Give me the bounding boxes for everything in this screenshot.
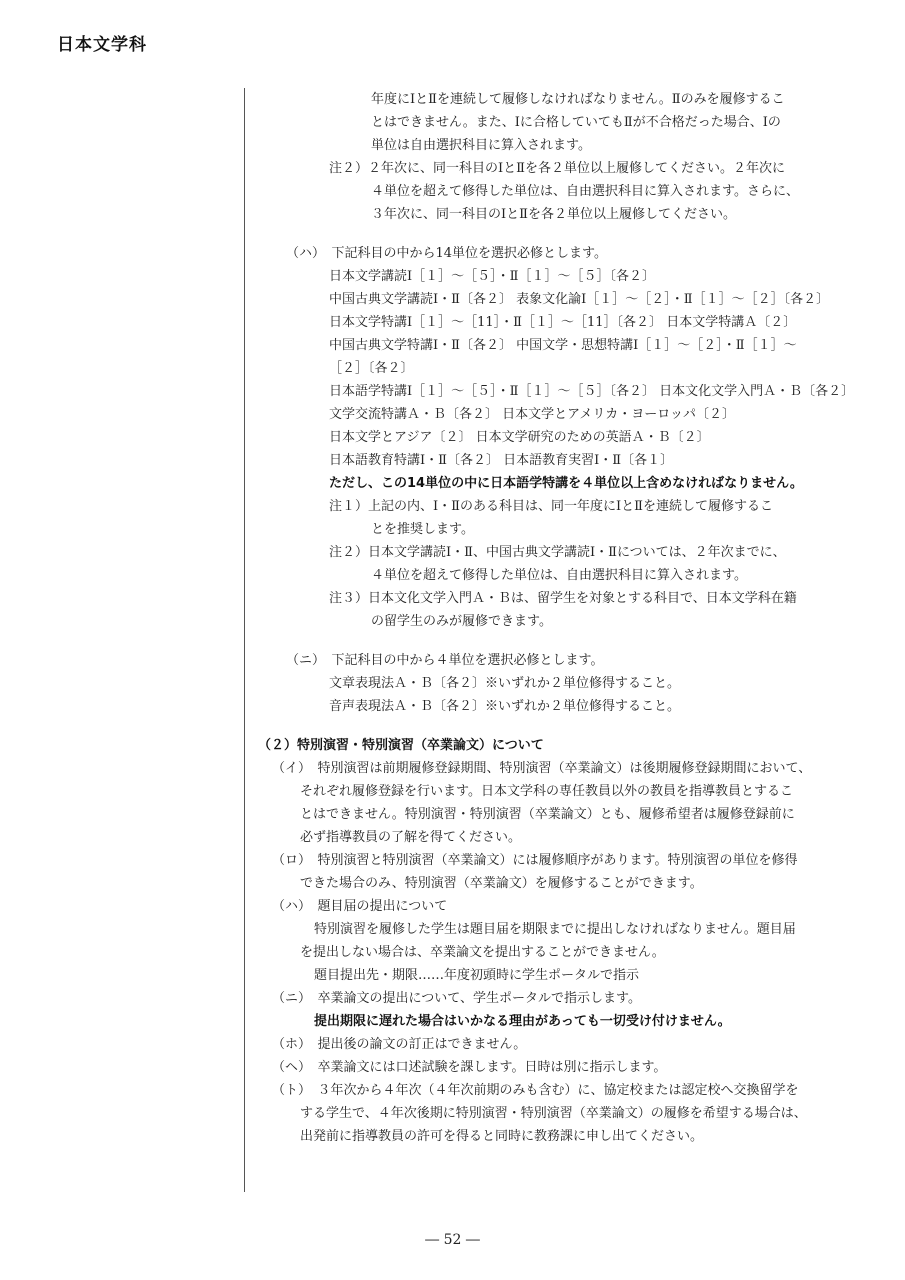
text-line: （ニ） 卒業論文の提出について、学生ポータルで指示します。 bbox=[272, 991, 641, 1006]
text-line: 注２）２年次に、同一科目のⅠとⅡを各２単位以上履修してください。２年次に bbox=[329, 161, 785, 176]
text-line: （ハ） 下記科目の中から14単位を選択必修とします。 bbox=[286, 246, 608, 261]
text-line: とを推奨します。 bbox=[371, 522, 474, 537]
text-line: 中国古典文学講読Ⅰ・Ⅱ〔各２〕 表象文化論Ⅰ［１］〜［２］・Ⅱ［１］〜［２］〔各２〕 bbox=[329, 292, 830, 307]
text-line: 出発前に指導教員の許可を得ると同時に教務課に申し出てください。 bbox=[300, 1129, 704, 1144]
text-line: 単位は自由選択科目に算入されます。 bbox=[371, 138, 591, 153]
text-line: ただし、この14単位の中に日本語学特講を４単位以上含めなければなりません。 bbox=[329, 476, 803, 491]
text-line: （ホ） 提出後の論文の訂正はできません。 bbox=[272, 1037, 527, 1052]
text-line: 注２）日本文学講読Ⅰ・Ⅱ、中国古典文学講読Ⅰ・Ⅱについては、２年次までに、 bbox=[329, 545, 786, 560]
text-line: の留学生のみが履修できます。 bbox=[371, 614, 552, 629]
text-line: （ニ） 下記科目の中から４単位を選択必修とします。 bbox=[286, 653, 604, 668]
text-line: （ト） ３年次から４年次（４年次前期のみも含む）に、協定校または認定校へ交換留学を bbox=[272, 1083, 799, 1098]
margin-rule bbox=[244, 88, 245, 1192]
text-line: ［２］〔各２〕 bbox=[329, 361, 414, 376]
text-line: 日本文学講読Ⅰ［１］〜［５］・Ⅱ［１］〜［５］〔各２〕 bbox=[329, 269, 655, 284]
text-line: （ヘ） 卒業論文には口述試験を課します。日時は別に指示します。 bbox=[272, 1060, 667, 1075]
text-line: 日本文学とアジア〔２〕 日本文学研究のための英語Ａ・Ｂ〔２〕 bbox=[329, 430, 710, 445]
text-line: ４単位を超えて修得した単位は、自由選択科目に算入されます。 bbox=[371, 568, 747, 583]
text-line: 年度にⅠとⅡを連続して履修しなければなりません。Ⅱのみを履修するこ bbox=[371, 92, 785, 107]
text-line: 日本語教育特講Ⅰ・Ⅱ〔各２〕 日本語教育実習Ⅰ・Ⅱ〔各１〕 bbox=[329, 453, 674, 468]
text-line: 必ず指導教員の了解を得てください。 bbox=[300, 830, 522, 845]
page-header-title: 日本文学科 bbox=[57, 35, 147, 55]
text-line: する学生で、４年次後期に特別演習・特別演習（卒業論文）の履修を希望する場合は、 bbox=[300, 1106, 807, 1121]
text-line: とはできません。また、Ⅰに合格していてもⅡが不合格だった場合、Ⅰの bbox=[371, 115, 781, 130]
text-line: ４単位を超えて修得した単位は、自由選択科目に算入されます。さらに、 bbox=[371, 184, 799, 199]
text-line: ３年次に、同一科目のⅠとⅡを各２単位以上履修してください。 bbox=[371, 207, 736, 222]
page-number: ― 52 ― bbox=[425, 1232, 480, 1248]
text-line: 注３）日本文化文学入門Ａ・Ｂは、留学生を対象とする科目で、日本文学科在籍 bbox=[329, 591, 797, 606]
text-line: を提出しない場合は、卒業論文を提出することができません。 bbox=[300, 945, 665, 960]
text-line: 日本語学特講Ⅰ［１］〜［５］・Ⅱ［１］〜［５］〔各２〕 日本文化文学入門Ａ・Ｂ〔各２〕 bbox=[329, 384, 855, 399]
text-line: 中国古典文学特講Ⅰ・Ⅱ〔各２〕 中国文学・思想特講Ⅰ［１］〜［２］・Ⅱ［１］〜 bbox=[329, 338, 797, 353]
text-line: （ハ） 題目届の提出について bbox=[272, 899, 448, 914]
text-line: 特別演習を履修した学生は題目届を期限までに提出しなければなりません。題目届 bbox=[314, 922, 796, 937]
text-line: 提出期限に遅れた場合はいかなる理由があっても一切受け付けません。 bbox=[314, 1014, 731, 1029]
text-line: 文学交流特講Ａ・Ｂ〔各２〕 日本文学とアメリカ・ヨーロッパ〔２〕 bbox=[329, 407, 735, 422]
text-line: 注１）上記の内、Ⅰ・Ⅱのある科目は、同一年度にⅠとⅡを連続して履修するこ bbox=[329, 499, 773, 514]
text-line: （イ） 特別演習は前期履修登録期間、特別演習（卒業論文）は後期履修登録期間において、 bbox=[272, 761, 812, 776]
text-line: 音声表現法Ａ・Ｂ〔各２〕※いずれか２単位修得すること。 bbox=[329, 699, 681, 714]
text-line: （２）特別演習・特別演習（卒業論文）について bbox=[258, 738, 544, 753]
text-line: それぞれ履修登録を行います。日本文学科の専任教員以外の教員を指導教員とするこ bbox=[300, 784, 793, 799]
text-line: 日本文学特講Ⅰ［１］〜［11］・Ⅱ［１］〜［11］〔各２〕 日本文学特講Ａ〔２〕 bbox=[329, 315, 797, 330]
text-line: 題目提出先・期限……年度初頭時に学生ポータルで指示 bbox=[314, 968, 640, 983]
text-line: とはできません。特別演習・特別演習（卒業論文）とも、履修希望者は履修登録前に bbox=[300, 807, 795, 822]
text-line: 文章表現法Ａ・Ｂ〔各２〕※いずれか２単位修得すること。 bbox=[329, 676, 681, 691]
text-line: （ロ） 特別演習と特別演習（卒業論文）には履修順序があります。特別演習の単位を修得 bbox=[272, 853, 798, 868]
text-line: できた場合のみ、特別演習（卒業論文）を履修することができます。 bbox=[300, 876, 703, 891]
